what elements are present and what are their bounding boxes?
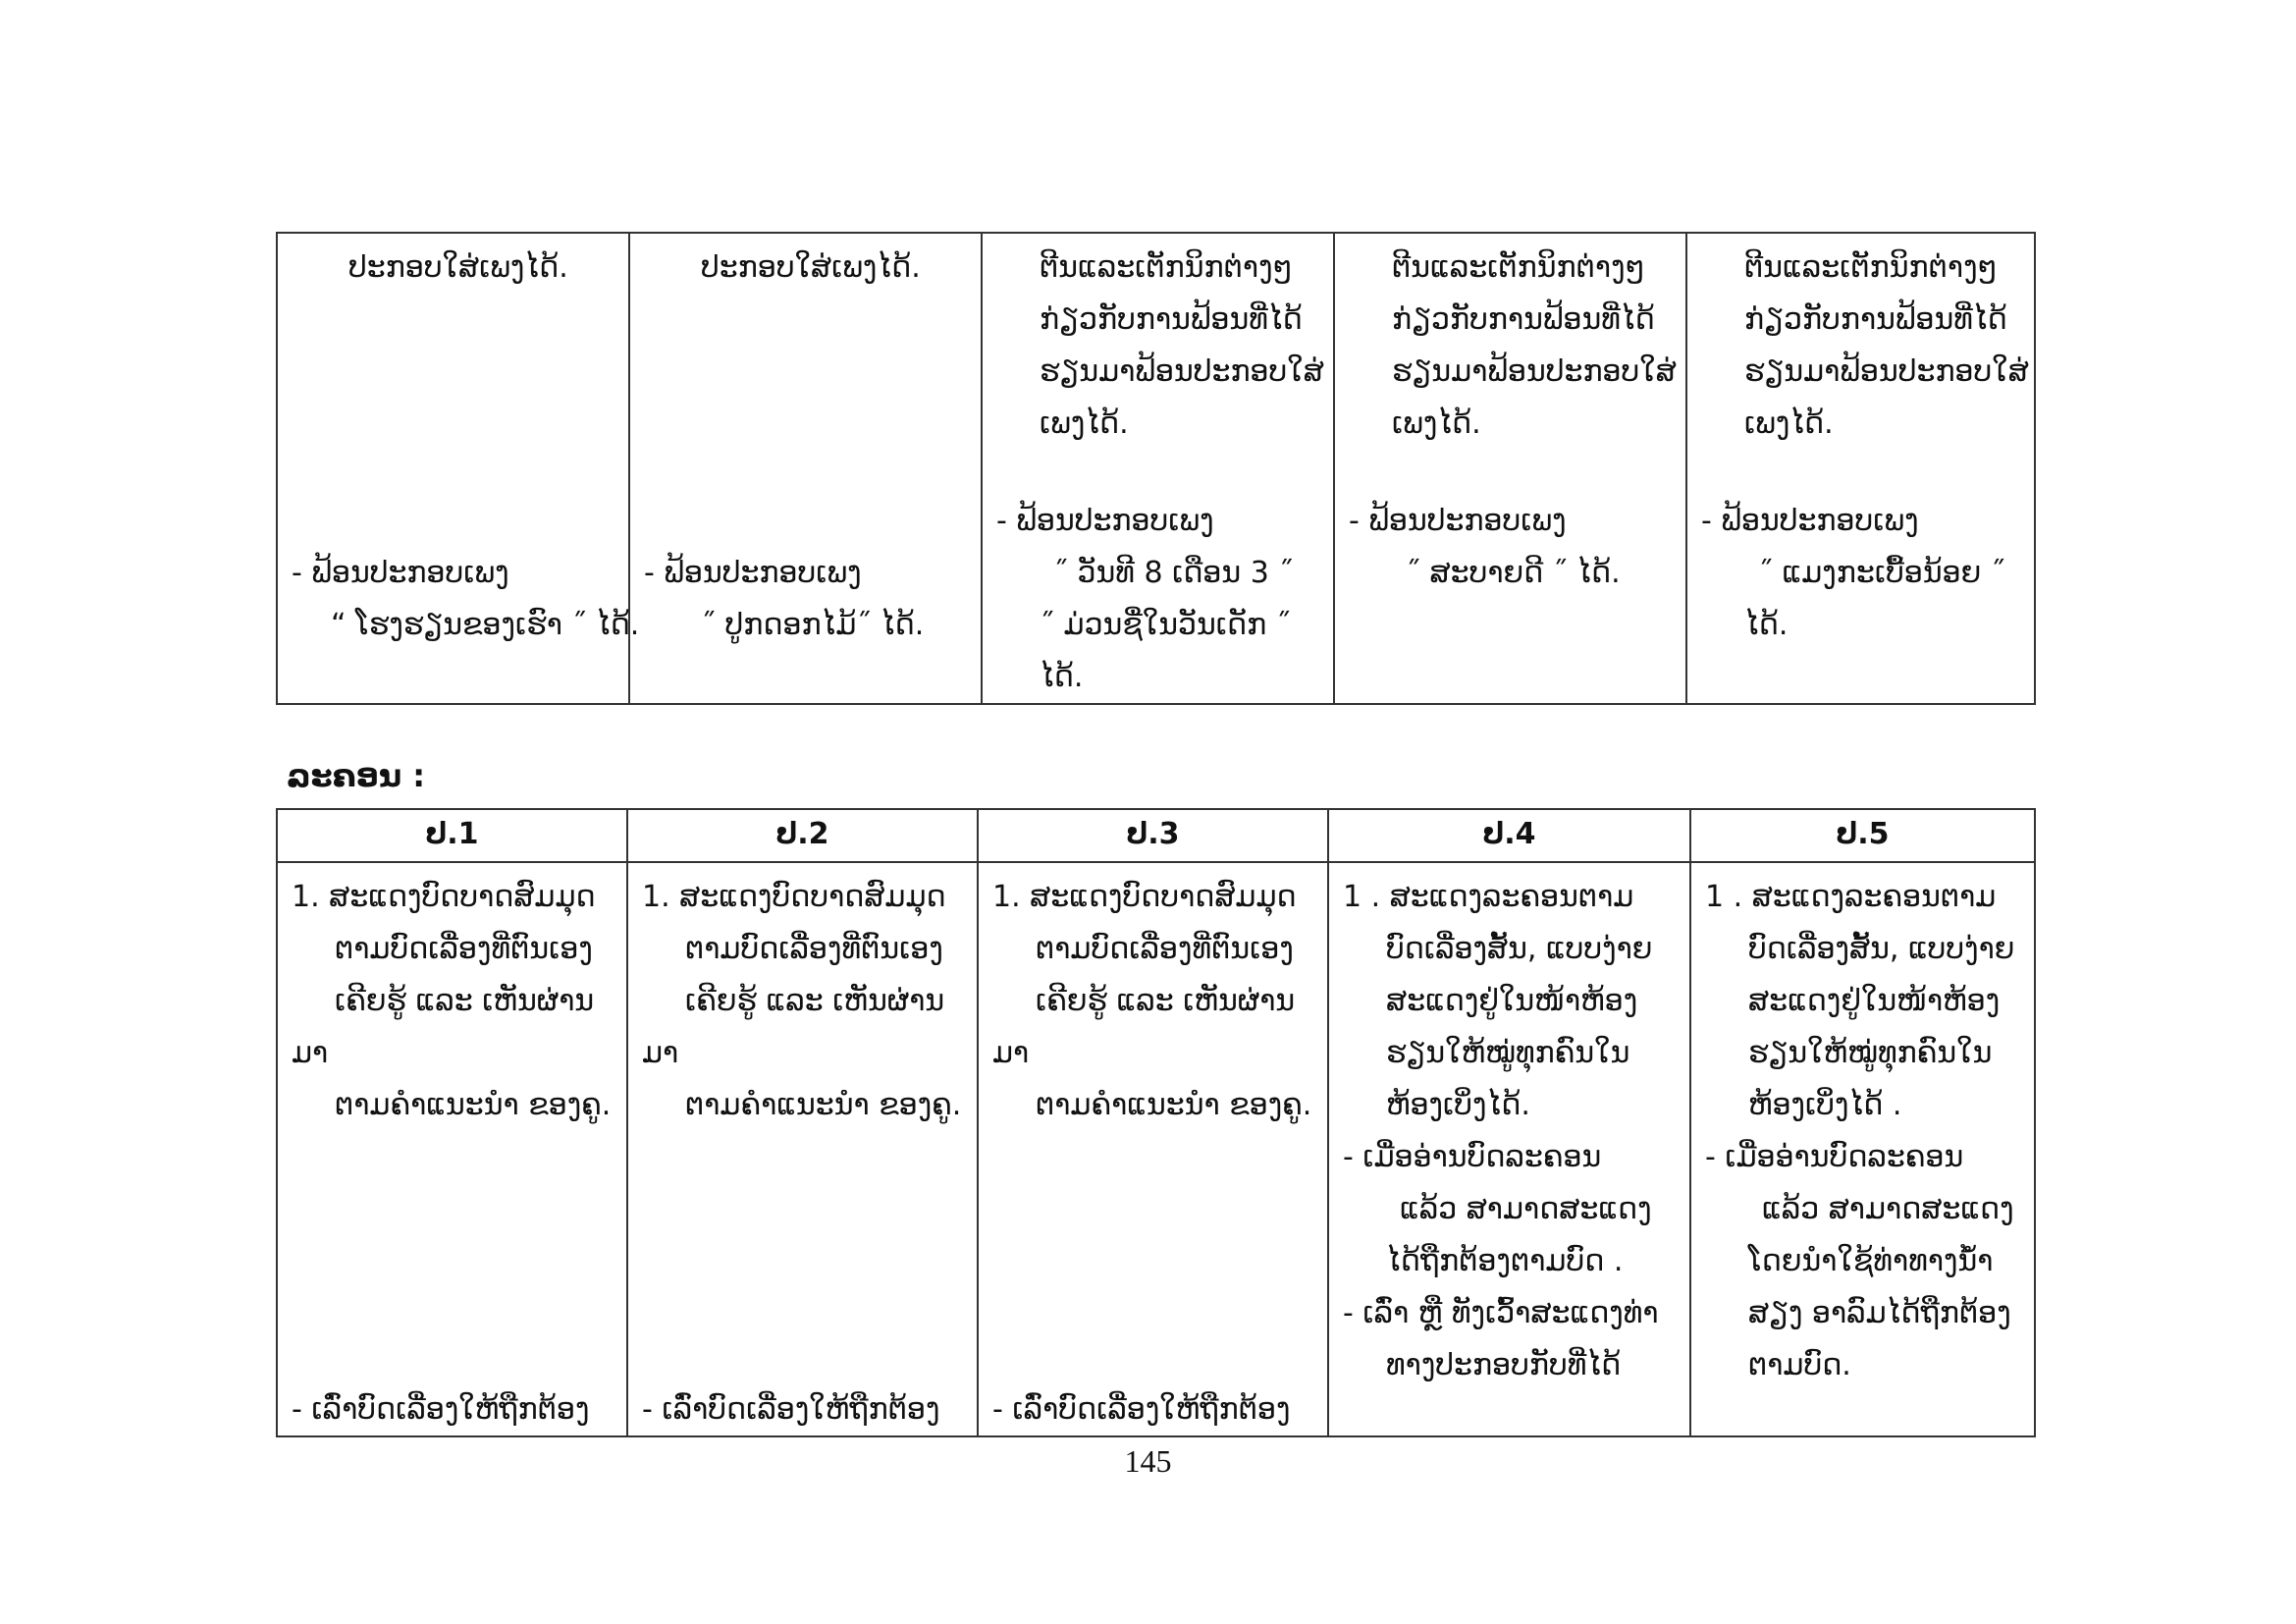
cell-text: ມາ	[292, 1036, 329, 1070]
cell-text: ຕາມຄຳແນະນຳ ຂອງຄູ.	[685, 1088, 962, 1122]
table-cell	[277, 862, 627, 1436]
cell-text: “ ໂຮງຮຽນຂອງເຮົາ ˝ ໄດ້.	[331, 608, 640, 642]
cell-text: ຕາມບົດ.	[1748, 1348, 1851, 1382]
cell-text: ຕາມຄຳແນະນຳ ຂອງຄູ.	[1036, 1088, 1312, 1122]
cell-text: ສະແດງຢູ່ໃນໜ້າຫ້ອງ	[1386, 984, 1638, 1018]
cell-text: ຮຽນໃຫ້ໝູ່ທຸກຄົນໃນ	[1386, 1036, 1630, 1070]
cell-text: ກ່ຽວກັບການຟ້ອນທີ່ໄດ້	[1392, 302, 1655, 337]
table-cell	[982, 233, 1334, 704]
cell-text: ຕາມບົດເລື່ອງທີ່ຕົນເອງ	[335, 932, 593, 966]
table-cell	[627, 862, 978, 1436]
table-cell	[1328, 862, 1690, 1436]
cell-text: ຕາມບົດເລື່ອງທີ່ຕົນເອງ	[1036, 932, 1294, 966]
page-number: 145	[1124, 1443, 1172, 1479]
table-cell	[1686, 233, 2035, 704]
cell-text: ຮຽນມາຟ້ອນປະກອບໃສ່	[1040, 354, 1324, 389]
cell-text: ມາ	[642, 1036, 679, 1070]
cell-text: ຮຽນມາຟ້ອນປະກອບໃສ່	[1744, 354, 2029, 389]
table-cell	[978, 862, 1328, 1436]
cell-text: ຮຽນມາຟ້ອນປະກອບໃສ່	[1392, 354, 1677, 389]
cell-text: ຕີນແລະເຕັກນິກຕ່າງໆ	[1392, 250, 1645, 285]
cell-text: ໄດ້.	[1040, 660, 1084, 694]
table-cell	[629, 233, 982, 704]
cell-text: ແລ້ວ ສາມາດສະແດງ	[1400, 1192, 1652, 1226]
cell-text: ˝ ປູກດອກໄມ້˝ ໄດ້.	[701, 608, 925, 642]
table-cell	[277, 233, 640, 704]
cell-text: 1 . ສະແດງລະຄອນຕາມ	[1705, 880, 1997, 914]
cell-text: ຫ້ອງເບິ່ງໄດ້ .	[1748, 1088, 1902, 1122]
table-cell	[1334, 233, 1686, 704]
cell-text: ˝ ມ່ວນຊື່ໃນວັນເດັກ ˝	[1040, 608, 1291, 642]
dance-continuation-table	[276, 232, 2036, 705]
cell-text: 1. ສະແດງບົດບາດສົມມຸດ	[642, 880, 946, 914]
cell-text: ຕີນແລະເຕັກນິກຕ່າງໆ	[1744, 250, 1998, 285]
cell-text: ໄດ້ຖືກຕ້ອງຕາມບົດ .	[1386, 1244, 1624, 1278]
cell-text: ທາງປະກອບກັບທີ່ໄດ້	[1386, 1348, 1622, 1382]
cell-text: ຕີນແລະເຕັກນິກຕ່າງໆ	[1040, 250, 1293, 285]
table-header-row	[277, 809, 2035, 862]
cell-text: ບົດເລື່ອງສັ້ນ, ແບບງ່າຍ	[1748, 932, 2015, 966]
cell-text: ກ່ຽວກັບການຟ້ອນທີ່ໄດ້	[1040, 302, 1303, 337]
section-heading: ລະຄອນ :	[287, 757, 426, 794]
cell-text: - ຟ້ອນປະກອບເພງ	[996, 504, 1214, 538]
cell-text: ເຄີຍຮູ້ ແລະ ເຫັນຜ່ານ	[685, 984, 945, 1018]
cell-text: ຫ້ອງເບິ່ງໄດ້.	[1386, 1088, 1530, 1122]
cell-text: - ຟ້ອນປະກອບເພງ	[1701, 504, 1919, 538]
column-header: ປ.5	[1690, 809, 2035, 862]
cell-text: - ຟ້ອນປະກອບເພງ	[292, 556, 509, 590]
cell-text: - ເລົ່າບົດເລື່ອງໃຫ້ຖືກຕ້ອງ	[642, 1392, 940, 1427]
cell-text: ໄດ້.	[1744, 608, 1789, 642]
cell-text: ຕາມບົດເລື່ອງທີ່ຕົນເອງ	[685, 932, 943, 966]
cell-text: ກ່ຽວກັບການຟ້ອນທີ່ໄດ້	[1744, 302, 2007, 337]
cell-text: ບົດເລື່ອງສັ້ນ, ແບບງ່າຍ	[1386, 932, 1653, 966]
cell-text: ˝ ສະບາຍດີ ˝ ໄດ້.	[1406, 556, 1621, 590]
cell-text: - ເມື່ອອ່ານບົດລະຄອນ	[1343, 1140, 1602, 1174]
cell-text: ປະກອບໃສ່ເພງໄດ້.	[701, 250, 921, 285]
cell-text: ສຽງ ອາລົມໄດ້ຖືກຕ້ອງ	[1748, 1296, 2011, 1330]
cell-text: - ເລົ່າ ຫຼື ທັງເວົ້າສະແດງທ່າ	[1343, 1296, 1659, 1330]
cell-text: 1. ສະແດງບົດບາດສົມມຸດ	[292, 880, 596, 914]
cell-text: ເຄີຍຮູ້ ແລະ ເຫັນຜ່ານ	[1036, 984, 1296, 1018]
drama-table	[276, 808, 2036, 1437]
cell-text: ˝ ວັນທີ 8 ເດືອນ 3 ˝	[1053, 556, 1294, 590]
cell-text: ເພງໄດ້.	[1744, 406, 1834, 441]
cell-text: - ເລົ່າບົດເລື່ອງໃຫ້ຖືກຕ້ອງ	[292, 1392, 590, 1427]
cell-text: - ຟ້ອນປະກອບເພງ	[1349, 504, 1567, 538]
column-header: ປ.2	[627, 809, 978, 862]
cell-text: 1. ສະແດງບົດບາດສົມມຸດ	[992, 880, 1297, 914]
cell-text: ແລ້ວ ສາມາດສະແດງ	[1762, 1192, 2014, 1226]
cell-text: 1 . ສະແດງລະຄອນຕາມ	[1343, 880, 1634, 914]
cell-text: ເພງໄດ້.	[1040, 406, 1129, 441]
cell-text: ປະກອບໃສ່ເພງໄດ້.	[348, 250, 568, 285]
cell-text: ເຄີຍຮູ້ ແລະ ເຫັນຜ່ານ	[335, 984, 595, 1018]
cell-text: ຕາມຄຳແນະນຳ ຂອງຄູ.	[335, 1088, 612, 1122]
cell-text: ສະແດງຢູ່ໃນໜ້າຫ້ອງ	[1748, 984, 2001, 1018]
table-cell	[1690, 862, 2035, 1436]
cell-text: - ເລົ່າບົດເລື່ອງໃຫ້ຖືກຕ້ອງ	[992, 1392, 1291, 1427]
cell-text: ˝ ແມງກະເບື້ອນ້ອຍ ˝	[1758, 556, 2005, 590]
column-header: ປ.4	[1328, 809, 1690, 862]
cell-text: ຮຽນໃຫ້ໝູ່ທຸກຄົນໃນ	[1748, 1036, 1993, 1070]
cell-text: ເພງໄດ້.	[1392, 406, 1481, 441]
cell-text: - ຟ້ອນປະກອບເພງ	[644, 556, 862, 590]
column-header: ປ.1	[277, 809, 627, 862]
column-header: ປ.3	[978, 809, 1328, 862]
cell-text: - ເມື່ອອ່ານບົດລະຄອນ	[1705, 1140, 1964, 1174]
cell-text: ໂດຍນຳໃຊ້ທ່າທາງນ້ຳ	[1748, 1244, 1994, 1278]
table-row	[277, 233, 2035, 704]
table-row	[277, 862, 2035, 1436]
cell-text: ມາ	[992, 1036, 1030, 1070]
